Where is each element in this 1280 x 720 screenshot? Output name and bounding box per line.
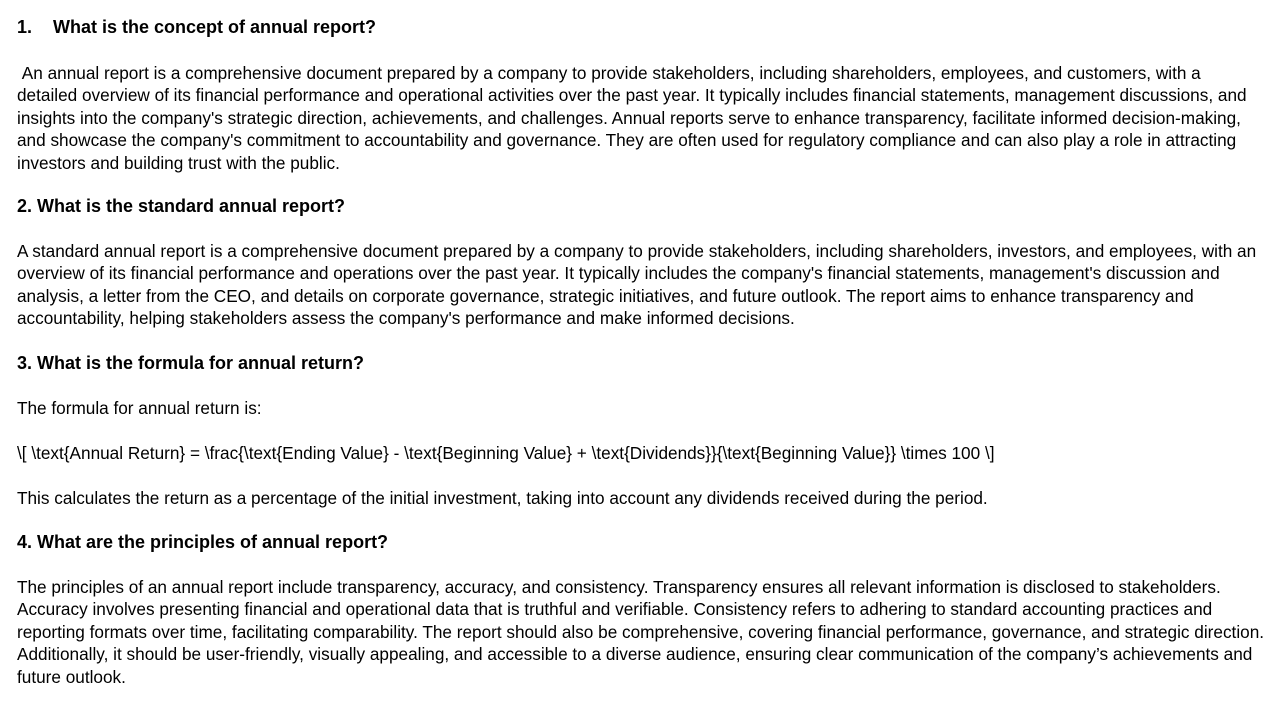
section-1-title: What is the concept of annual report? [53,17,377,37]
section-3-heading: 3. What is the formula for annual return? [17,353,365,373]
section-1-number: 1. [17,17,33,37]
section-4-paragraph: The principles of an annual report include transparency, accuracy, and consistency. Transparency ensures all relevant information is disclosed to stakeholders. Accuracy involves presenting financial and operational data that is truthful and verifiable. Consistency refers to adhering to standard accounting practices and reporting formats over time, facilitating comparability. The report should also be comprehensive, covering financial performance, governance, and strategic direction. Additionally, it should be user-friendly, visually appealing, and accessible to a diverse audience, ensuring clear communication of the company’s achievements and future outlook. [17,577,1265,687]
section-3-intro: The formula for annual return is: [17,398,262,418]
section-3-formula: \[ \text{Annual Return} = \frac{\text{Ending Value} - \text{Beginning Value} + \text{Dividends}}{\text{Beginning Value}} \times 100 \] [17,443,995,463]
section-1-heading [17,16,376,38]
section-2-heading: 2. What is the standard annual report? [17,196,346,216]
section-2-paragraph: A standard annual report is a comprehensive document prepared by a company to provide stakeholders, including shareholders, investors, and employees, with an overview of its financial performance and operations over the past year. It typically includes the company's financial statements, management's discussion and analysis, a letter from the CEO, and details on corporate governance, strategic initiatives, and future outlook. The report aims to enhance transparency and accountability, helping stakeholders assess the company's performance and make informed decisions. [17,241,1257,329]
section-1-paragraph: An annual report is a comprehensive document prepared by a company to provide stakeholders, including shareholders, employees, and customers, with a detailed overview of its financial performance and operational activities over the past year. It typically includes financial statements, management discussions, and insights into the company's strategic direction, achievements, and challenges. Annual reports serve to enhance transparency, facilitate informed decision-making, and showcase the company's commitment to accountability and governance. They are often used for regulatory compliance and can also play a role in attracting investors and building trust with the public. [17,63,1252,173]
section-4-heading: 4. What are the principles of annual report? [17,532,389,552]
section-3-explanation: This calculates the return as a percentage of the initial investment, taking into account any dividends received during the period. [17,488,988,508]
